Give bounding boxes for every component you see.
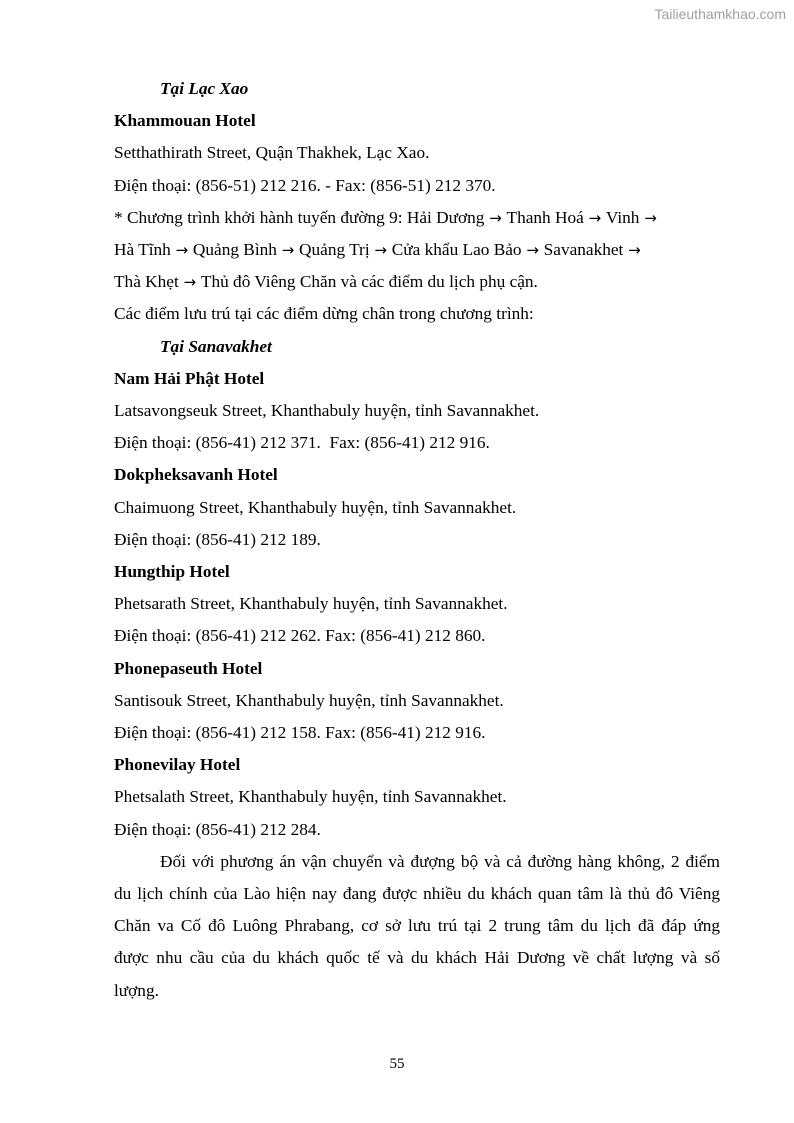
arrow-right-icon: → bbox=[583, 208, 606, 227]
route-stop: Cửa khẩu Lao Bảo bbox=[391, 240, 522, 260]
arrow-right-icon: → bbox=[276, 241, 300, 260]
route-stop: Quảng Trị bbox=[299, 240, 370, 260]
hotel-entry bbox=[114, 363, 720, 460]
route-line-1 bbox=[114, 202, 720, 234]
stops-intro: Các điểm lưu trú tại các điểm dừng chân trong chương trình: bbox=[114, 304, 534, 324]
hotel-entry bbox=[114, 749, 720, 846]
route-stop: Thủ đô Viêng Chăn và các điểm du lịch phụ cận. bbox=[200, 272, 538, 292]
hotel-phone: Điện thoại: (856-41) 212 371. Fax: (856-41) 212 916. bbox=[114, 433, 490, 453]
route-stop: Hà Tĩnh bbox=[114, 240, 171, 260]
route-stop: Thanh Hoá bbox=[506, 207, 584, 227]
hotel-phone: Điện thoại: (856-41) 212 262. Fax: (856-41) 212 860. bbox=[114, 626, 486, 646]
hotel-entry bbox=[114, 556, 720, 653]
hotel-phone: Điện thoại: (856-41) 212 284. bbox=[114, 819, 321, 839]
section-heading-savannakhet: Tại Sanavakhet bbox=[160, 336, 272, 356]
route-stop: Quảng Bình bbox=[192, 240, 277, 260]
arrow-right-icon: → bbox=[639, 208, 657, 227]
hotel-address: Setthathirath Street, Quận Thakhek, Lạc Xao. bbox=[114, 143, 430, 163]
arrow-right-icon: → bbox=[170, 241, 193, 260]
hotel-name: Khammouan Hotel bbox=[114, 111, 256, 131]
arrow-right-icon: → bbox=[178, 273, 201, 292]
arrow-right-icon: → bbox=[623, 241, 641, 260]
hotel-name: Nam Hải Phật Hotel bbox=[114, 368, 265, 388]
route-stop: Savanakhet bbox=[543, 240, 624, 260]
hotel-phone: Điện thoại: (856-41) 212 189. bbox=[114, 529, 321, 549]
hotel-name: Phonepaseuth Hotel bbox=[114, 658, 263, 678]
hotel-entry bbox=[114, 459, 720, 556]
hotel-address: Phetsalath Street, Khanthabuly huyện, tỉnh Savannakhet. bbox=[114, 787, 507, 807]
hotel-address: Chaimuong Street, Khanthabuly huyện, tỉnh Savannakhet. bbox=[114, 497, 517, 517]
section-heading-lac-xao: Tại Lạc Xao bbox=[160, 79, 249, 98]
hotel-phone: Điện thoại: (856-51) 212 216. - Fax: (856-51) 212 370. bbox=[114, 175, 496, 195]
route-stop: Vinh bbox=[605, 207, 640, 227]
hotel-address: Santisouk Street, Khanthabuly huyện, tỉnh Savannakhet. bbox=[114, 690, 504, 710]
hotel-list bbox=[114, 363, 720, 846]
hotel-name: Hungthip Hotel bbox=[114, 562, 230, 582]
route-line-2 bbox=[114, 234, 720, 266]
watermark: Tailieuthamkhao.com bbox=[654, 6, 786, 22]
hotel-address: Latsavongseuk Street, Khanthabuly huyện, tỉnh Savannakhet. bbox=[114, 401, 540, 421]
closing-paragraph: Đối với phương án vận chuyển và đượng bộ và cả đường hàng không, 2 điểm du lịch chính của Lào hiện nay đang được nhiều du khách quan tâm là thủ đô Viêng Chăn va Cố đô Luông Phrabang, cơ sở lưu trú tại 2 trung tâm du lịch đã đáp ứng được nhu cầu của du khách quốc tế và du khách Hải Dương về chất lượng và số lượng. bbox=[114, 851, 720, 1000]
arrow-right-icon: → bbox=[521, 241, 544, 260]
route-stop: Thà Khẹt bbox=[114, 272, 179, 292]
hotel-name: Dokpheksavanh Hotel bbox=[114, 465, 278, 485]
route-stop: * Chương trình khởi hành tuyến đường 9: Hải Dương bbox=[114, 207, 485, 227]
route-line-3 bbox=[114, 266, 720, 298]
hotel-phone: Điện thoại: (856-41) 212 158. Fax: (856-41) 212 916. bbox=[114, 723, 486, 743]
arrow-right-icon: → bbox=[484, 208, 507, 227]
hotel-entry bbox=[114, 653, 720, 750]
hotel-name: Phonevilay Hotel bbox=[114, 755, 241, 775]
hotel-address: Phetsarath Street, Khanthabuly huyện, tỉnh Savannakhet. bbox=[114, 594, 508, 614]
arrow-right-icon: → bbox=[369, 241, 392, 260]
document-body bbox=[114, 73, 720, 1007]
page-number: 55 bbox=[389, 1056, 405, 1072]
